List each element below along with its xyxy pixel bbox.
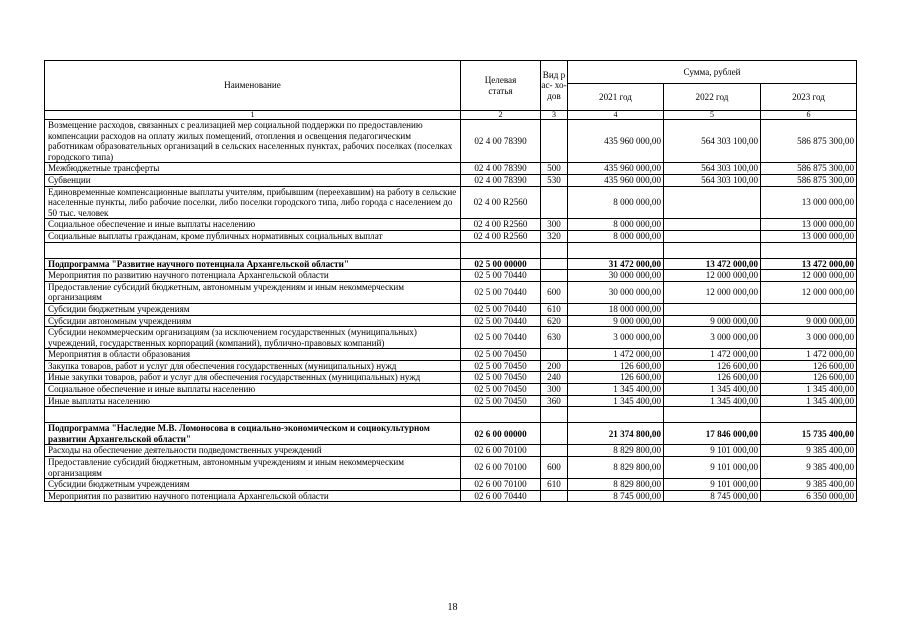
- row-sum-2023: 9 385 400,00: [761, 457, 857, 479]
- column-number: 1: [45, 111, 461, 120]
- row-expense-type: 360: [541, 395, 568, 407]
- row-name: Субсидии бюджетным учреждениям: [45, 303, 461, 315]
- row-sum-2022: 9 101 000,00: [664, 445, 761, 457]
- column-number: 2: [461, 111, 541, 120]
- row-target-article: 02 5 00 70450: [461, 349, 541, 361]
- row-target-article: 02 4 00 R2560: [461, 186, 541, 219]
- row-sum-2021: 435 960 000,00: [568, 163, 664, 175]
- row-sum-2022: 3 000 000,00: [664, 327, 761, 349]
- header-target-article: Целевая статья: [461, 61, 541, 111]
- column-number: 6: [761, 111, 857, 120]
- row-sum-2021: 30 000 000,00: [568, 281, 664, 303]
- table-row: [45, 360, 857, 372]
- row-target-article: 02 6 00 70100: [461, 479, 541, 491]
- row-name: Субсидии бюджетным учреждениям: [45, 479, 461, 491]
- row-target-article: 02 4 00 R2560: [461, 230, 541, 242]
- row-sum-2023: 586 875 300,00: [761, 120, 857, 163]
- budget-table-page: [44, 60, 856, 502]
- row-expense-type: [541, 349, 568, 361]
- row-expense-type: [541, 270, 568, 282]
- row-name: Возмещение расходов, связанных с реализацией мер социальной поддержки по предоставлению компенсации расходов на оплату жилых помещений, отопления и освещения педагогическим работникам образовательных организаций в сельских населенных пунктах, рабочих поселках (поселках городского типа): [45, 120, 461, 163]
- table-row: [45, 457, 857, 479]
- table-row: [45, 315, 857, 327]
- budget-table: [44, 60, 857, 502]
- row-expense-type: 610: [541, 303, 568, 315]
- row-target-article: 02 5 00 00000: [461, 258, 541, 270]
- row-expense-type: [541, 258, 568, 270]
- row-name: Межбюджетные трансферты: [45, 163, 461, 175]
- table-row: [45, 490, 857, 502]
- row-target-article: 02 6 00 70440: [461, 490, 541, 502]
- header-name: Наименование: [45, 61, 461, 111]
- row-name: Единовременные компенсационные выплаты учителям, прибывшим (переехавшим) на работу в сельские населенные пункты, либо рабочие поселки, либо поселки городского типа, либо города с населением до 50 тыс. человек: [45, 186, 461, 219]
- row-sum-2022: 8 745 000,00: [664, 490, 761, 502]
- row-sum-2023: 126 600,00: [761, 360, 857, 372]
- empty-cell: [541, 407, 568, 423]
- table-row: [45, 219, 857, 231]
- row-name: Субсидии автономным учреждениям: [45, 315, 461, 327]
- row-expense-type: 530: [541, 174, 568, 186]
- row-name: Социальное обеспечение и иные выплаты населению: [45, 384, 461, 396]
- row-sum-2021: 8 000 000,00: [568, 230, 664, 242]
- header-year-2022: 2022 год: [664, 84, 761, 111]
- column-number: 5: [664, 111, 761, 120]
- row-sum-2022: [664, 219, 761, 231]
- empty-cell: [461, 242, 541, 258]
- row-sum-2021: 435 960 000,00: [568, 120, 664, 163]
- header-year-2023: 2023 год: [761, 84, 857, 111]
- row-sum-2023: 12 000 000,00: [761, 270, 857, 282]
- row-sum-2021: 1 472 000,00: [568, 349, 664, 361]
- column-number: 4: [568, 111, 664, 120]
- empty-cell: [568, 242, 664, 258]
- empty-cell: [45, 242, 461, 258]
- row-sum-2023: 15 735 400,00: [761, 423, 857, 445]
- table-row: [45, 445, 857, 457]
- table-row: [45, 384, 857, 396]
- row-name: Иные закупки товаров, работ и услуг для обеспечения государственных (муниципальных) нужд: [45, 372, 461, 384]
- table-row: [45, 372, 857, 384]
- row-sum-2023: 9 385 400,00: [761, 445, 857, 457]
- row-expense-type: 200: [541, 360, 568, 372]
- row-expense-type: 620: [541, 315, 568, 327]
- row-sum-2021: 8 745 000,00: [568, 490, 664, 502]
- row-sum-2021: 9 000 000,00: [568, 315, 664, 327]
- row-sum-2022: 1 345 400,00: [664, 384, 761, 396]
- empty-cell: [541, 242, 568, 258]
- row-sum-2021: 30 000 000,00: [568, 270, 664, 282]
- row-sum-2022: 564 303 100,00: [664, 174, 761, 186]
- row-name: Закупка товаров, работ и услуг для обеспечения государственных (муниципальных) нужд: [45, 360, 461, 372]
- empty-cell: [761, 407, 857, 423]
- row-expense-type: 610: [541, 479, 568, 491]
- row-target-article: 02 5 00 70450: [461, 360, 541, 372]
- row-sum-2023: 1 345 400,00: [761, 395, 857, 407]
- row-target-article: 02 6 00 00000: [461, 423, 541, 445]
- empty-cell: [664, 407, 761, 423]
- page-number: 18: [447, 602, 458, 613]
- row-sum-2022: [664, 230, 761, 242]
- spacer-row: [45, 407, 857, 423]
- row-sum-2023: 9 385 400,00: [761, 479, 857, 491]
- row-target-article: 02 4 00 78390: [461, 163, 541, 175]
- row-sum-2021: 8 000 000,00: [568, 186, 664, 219]
- row-sum-2022: 564 303 100,00: [664, 163, 761, 175]
- row-name: Мероприятия в области образования: [45, 349, 461, 361]
- empty-cell: [45, 407, 461, 423]
- row-sum-2023: 9 000 000,00: [761, 315, 857, 327]
- row-name: Предоставление субсидий бюджетным, автономным учреждениям и иным некоммерческим организациям: [45, 457, 461, 479]
- row-sum-2022: 9 101 000,00: [664, 457, 761, 479]
- header-sum: Сумма, рублей: [568, 61, 857, 84]
- table-row: [45, 281, 857, 303]
- row-sum-2023: 13 472 000,00: [761, 258, 857, 270]
- table-row: [45, 174, 857, 186]
- row-name: Подпрограмма "Наследие М.В. Ломоносова в социально-экономическом и социокультурном развитии Архангельской области": [45, 423, 461, 445]
- row-target-article: 02 5 00 70450: [461, 395, 541, 407]
- row-target-article: 02 4 00 78390: [461, 174, 541, 186]
- row-expense-type: 600: [541, 281, 568, 303]
- table-row: [45, 303, 857, 315]
- row-name: Субсидии некоммерческим организациям (за исключением государственных (муниципальных) учреждений, государственных корпораций (компаний), публично-правовых компаний): [45, 327, 461, 349]
- row-sum-2022: 126 600,00: [664, 372, 761, 384]
- row-sum-2023: [761, 303, 857, 315]
- row-sum-2022: [664, 186, 761, 219]
- row-expense-type: 240: [541, 372, 568, 384]
- row-target-article: 02 5 00 70440: [461, 315, 541, 327]
- empty-cell: [568, 407, 664, 423]
- row-sum-2022: 13 472 000,00: [664, 258, 761, 270]
- spacer-row: [45, 242, 857, 258]
- row-name: Иные выплаты населению: [45, 395, 461, 407]
- row-sum-2022: [664, 303, 761, 315]
- table-row: [45, 349, 857, 361]
- row-expense-type: [541, 445, 568, 457]
- row-expense-type: 630: [541, 327, 568, 349]
- row-sum-2022: 1 345 400,00: [664, 395, 761, 407]
- row-target-article: 02 5 00 70450: [461, 384, 541, 396]
- table-row: [45, 479, 857, 491]
- table-row: [45, 327, 857, 349]
- row-sum-2022: 564 303 100,00: [664, 120, 761, 163]
- subprogram-row: [45, 258, 857, 270]
- row-name: Социальное обеспечение и иные выплаты населению: [45, 219, 461, 231]
- row-sum-2023: 12 000 000,00: [761, 281, 857, 303]
- row-sum-2023: 586 875 300,00: [761, 163, 857, 175]
- row-target-article: 02 4 00 78390: [461, 120, 541, 163]
- row-expense-type: [541, 423, 568, 445]
- row-sum-2021: 126 600,00: [568, 360, 664, 372]
- table-row: [45, 395, 857, 407]
- row-target-article: 02 5 00 70440: [461, 270, 541, 282]
- row-sum-2021: 8 829 800,00: [568, 479, 664, 491]
- row-sum-2021: 8 829 800,00: [568, 445, 664, 457]
- column-number: 3: [541, 111, 568, 120]
- subprogram-row: [45, 423, 857, 445]
- row-sum-2021: 435 960 000,00: [568, 174, 664, 186]
- row-sum-2022: 17 846 000,00: [664, 423, 761, 445]
- row-sum-2022: 9 101 000,00: [664, 479, 761, 491]
- table-row: [45, 163, 857, 175]
- row-expense-type: 300: [541, 219, 568, 231]
- table-row: [45, 230, 857, 242]
- row-sum-2021: 126 600,00: [568, 372, 664, 384]
- row-name: Мероприятия по развитию научного потенциала Архангельской области: [45, 270, 461, 282]
- row-expense-type: [541, 120, 568, 163]
- row-sum-2021: 31 472 000,00: [568, 258, 664, 270]
- row-name: Расходы на обеспечение деятельности подведомственных учреждений: [45, 445, 461, 457]
- row-sum-2021: 1 345 400,00: [568, 384, 664, 396]
- row-expense-type: [541, 186, 568, 219]
- table-row: [45, 186, 857, 219]
- row-sum-2023: 13 000 000,00: [761, 219, 857, 231]
- header-expense-type: Вид рас- хо- дов: [541, 61, 568, 111]
- row-sum-2023: 6 350 000,00: [761, 490, 857, 502]
- row-target-article: 02 6 00 70100: [461, 445, 541, 457]
- row-target-article: 02 5 00 70440: [461, 281, 541, 303]
- row-sum-2022: 12 000 000,00: [664, 270, 761, 282]
- row-target-article: 02 5 00 70440: [461, 327, 541, 349]
- empty-cell: [664, 242, 761, 258]
- row-expense-type: 320: [541, 230, 568, 242]
- row-sum-2023: 3 000 000,00: [761, 327, 857, 349]
- row-sum-2023: 1 345 400,00: [761, 384, 857, 396]
- row-sum-2023: 126 600,00: [761, 372, 857, 384]
- table-body: [45, 120, 857, 502]
- row-expense-type: 500: [541, 163, 568, 175]
- row-sum-2023: 586 875 300,00: [761, 174, 857, 186]
- row-target-article: 02 6 00 70100: [461, 457, 541, 479]
- row-expense-type: 300: [541, 384, 568, 396]
- row-sum-2021: 1 345 400,00: [568, 395, 664, 407]
- row-name: Предоставление субсидий бюджетным, автономным учреждениям и иным некоммерческим организациям: [45, 281, 461, 303]
- empty-cell: [761, 242, 857, 258]
- row-name: Социальные выплаты гражданам, кроме публичных нормативных социальных выплат: [45, 230, 461, 242]
- row-name: Подпрограмма "Развитие научного потенциала Архангельской области": [45, 258, 461, 270]
- row-target-article: 02 4 00 R2560: [461, 219, 541, 231]
- row-sum-2022: 12 000 000,00: [664, 281, 761, 303]
- row-sum-2021: 8 829 800,00: [568, 457, 664, 479]
- row-name: Мероприятия по развитию научного потенциала Архангельской области: [45, 490, 461, 502]
- row-expense-type: 600: [541, 457, 568, 479]
- row-sum-2023: 1 472 000,00: [761, 349, 857, 361]
- row-sum-2022: 9 000 000,00: [664, 315, 761, 327]
- header-year-2021: 2021 год: [568, 84, 664, 111]
- empty-cell: [461, 407, 541, 423]
- row-sum-2021: 18 000 000,00: [568, 303, 664, 315]
- row-sum-2023: 13 000 000,00: [761, 230, 857, 242]
- row-sum-2021: 3 000 000,00: [568, 327, 664, 349]
- row-sum-2021: 8 000 000,00: [568, 219, 664, 231]
- table-row: [45, 120, 857, 163]
- row-expense-type: [541, 490, 568, 502]
- table-row: [45, 270, 857, 282]
- row-target-article: 02 5 00 70450: [461, 372, 541, 384]
- row-target-article: 02 5 00 70440: [461, 303, 541, 315]
- row-sum-2022: 1 472 000,00: [664, 349, 761, 361]
- row-sum-2023: 13 000 000,00: [761, 186, 857, 219]
- row-sum-2021: 21 374 800,00: [568, 423, 664, 445]
- row-name: Субвенции: [45, 174, 461, 186]
- row-sum-2022: 126 600,00: [664, 360, 761, 372]
